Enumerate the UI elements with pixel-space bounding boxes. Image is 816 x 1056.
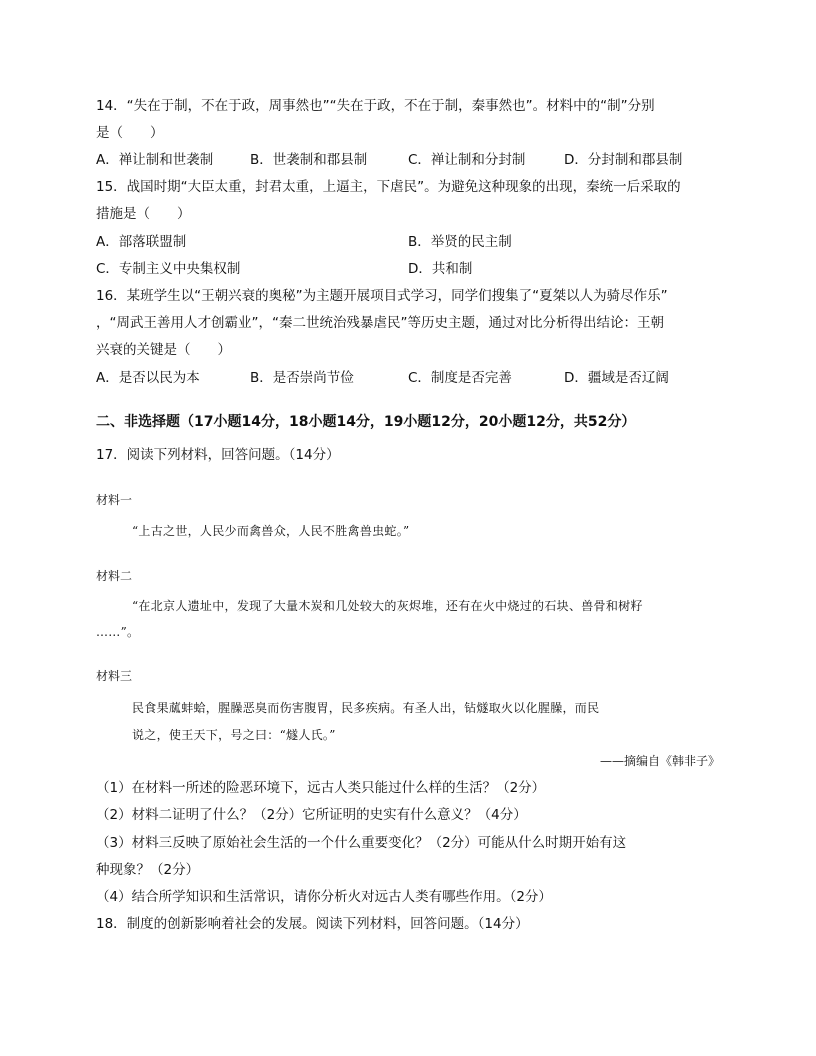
q17-sub-question-2: （2）材料二证明了什么？（2分）它所证明的史实有什么意义？（4分） (96, 807, 527, 823)
q15-option-d: D．共和制 (408, 261, 473, 277)
q17-material-3-text-line2: 说之，使王天下，号之曰：“燧人氏。” (132, 728, 336, 742)
q14-option-c: C．禅让制和分封制 (408, 152, 526, 168)
q17-material-2-label: 材料二 (96, 569, 133, 583)
q16-option-d: D．疆域是否辽阔 (564, 370, 669, 386)
q17-material-3-text-line1: 民食果蓏蚌蛤，腥臊恶臭而伤害腹胃，民多疾病。有圣人出，钻燧取火以化腥臊，而民 (132, 701, 600, 715)
q17-material-2-text-line1: “在北京人遗址中，发现了大量木炭和几处较大的灰烬堆，还有在火中烧过的石块、兽骨和树籽 (132, 599, 643, 613)
q14-option-d: D．分封制和郡县制 (564, 152, 683, 168)
q17-material-2-text-line2: ……”。 (96, 625, 140, 639)
q17-sub-question-1: （1）在材料一所述的险恶环境下，远古人类只能过什么样的生活？（2分） (96, 780, 546, 796)
q15-option-a: A．部落联盟制 (96, 234, 187, 250)
q15-option-c: C．专制主义中央集权制 (96, 261, 241, 277)
q17-stem: 17．阅读下列材料，回答问题。（14分） (96, 447, 340, 463)
q15-stem-line2: 措施是（ ） (96, 206, 191, 222)
q17-sub-question-3-line1: （3）材料三反映了原始社会生活的一个什么重要变化？（2分）可能从什么时期开始有这 (96, 835, 627, 851)
q17-sub-question-4: （4）结合所学知识和生活常识，请你分析火对远古人类有哪些作用。（2分） (96, 889, 552, 905)
q17-material-1-label: 材料一 (96, 493, 133, 507)
q16-stem-line3: 兴衰的关键是（ ） (96, 342, 231, 358)
q15-option-b: B．举贤的民主制 (408, 234, 512, 250)
q16-option-c: C．制度是否完善 (408, 370, 512, 386)
section-heading: 二、非选择题（17小题14分，18小题14分，19小题12分，20小题12分，共52分） (96, 414, 636, 430)
q17-material-1-text: “上古之世，人民少而禽兽众，人民不胜禽兽虫蛇。” (132, 524, 410, 538)
q17-material-3-label: 材料三 (96, 669, 133, 683)
q17-material-3-source: ——摘编自《韩非子》 (599, 754, 720, 768)
q16-option-a: A．是否以民为本 (96, 370, 200, 386)
q16-stem-line1: 16．某班学生以“王朝兴衰的奥秘”为主题开展项目式学习，同学们搜集了“夏桀以人为骑尽作乐” (96, 288, 668, 304)
q14-option-a: A．禅让制和世袭制 (96, 152, 214, 168)
q15-stem-line1: 15．战国时期“大臣太重，封君太重，上逼主，下虐民”。为避免这种现象的出现，秦统一后采取的 (96, 179, 681, 195)
q14-stem-line1: 14．“失在于制，不在于政，周事然也”“失在于政，不在于制，秦事然也”。材料中的“制”分别 (96, 98, 655, 114)
q14-stem-line2: 是（ ） (96, 125, 164, 141)
q14-option-b: B．世袭制和郡县制 (250, 152, 368, 168)
q16-stem-line2: ，“周武王善用人才创霸业”，“秦二世统治残暴虐民”等历史主题，通过对比分析得出结论：王朝 (96, 315, 664, 331)
q18-stem: 18．制度的创新影响着社会的发展。阅读下列材料，回答问题。（14分） (96, 916, 529, 932)
q16-option-b: B．是否崇尚节俭 (250, 370, 354, 386)
q17-sub-question-3-line2: 种现象？（2分） (96, 862, 200, 878)
